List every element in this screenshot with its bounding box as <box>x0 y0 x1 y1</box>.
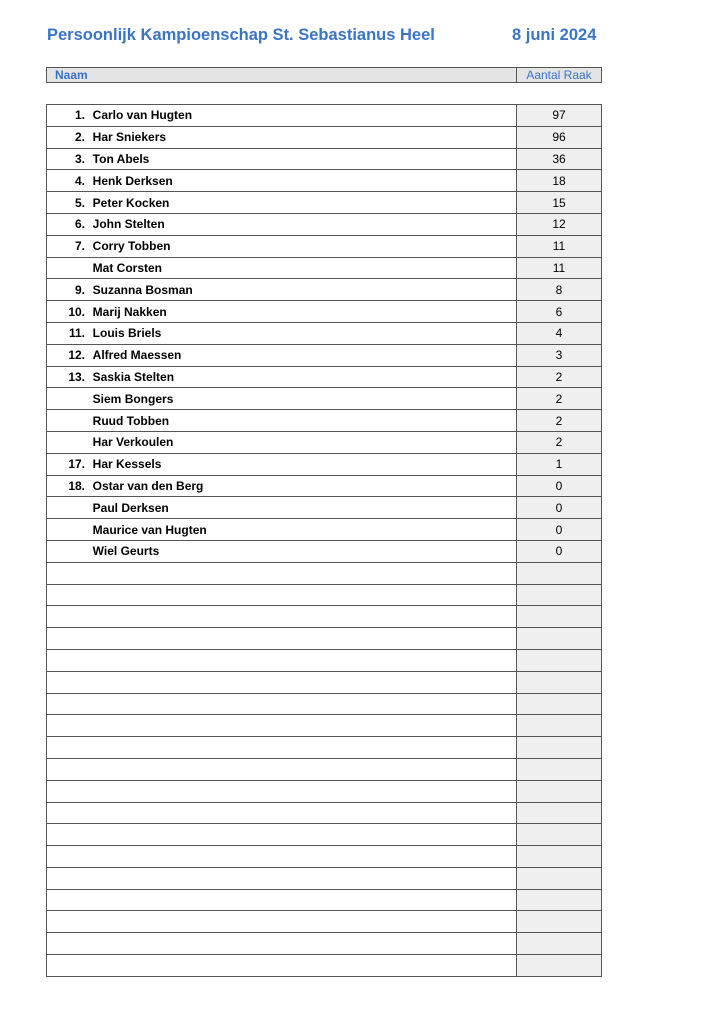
score-cell <box>516 454 601 475</box>
participant-name: Saskia Stelten <box>92 369 175 384</box>
name-cell <box>47 563 516 584</box>
participant-name: Ruud Tobben <box>92 413 170 428</box>
score-cell <box>516 214 601 235</box>
score-cell <box>516 585 601 606</box>
table-row <box>47 781 601 803</box>
table-row <box>47 650 601 672</box>
participant-name: Carlo van Hugten <box>92 108 193 123</box>
score-cell <box>516 236 601 257</box>
score-cell <box>516 170 601 191</box>
name-cell <box>47 279 516 300</box>
participant-name: Mat Corsten <box>92 260 163 275</box>
score-cell <box>516 367 601 388</box>
name-cell <box>47 585 516 606</box>
score-cell <box>516 345 601 366</box>
score-cell <box>516 759 601 780</box>
participant-name: Har Verkoulen <box>92 435 174 450</box>
name-cell <box>47 911 516 932</box>
name-cell <box>47 824 516 845</box>
name-cell <box>47 476 516 497</box>
name-cell <box>47 759 516 780</box>
name-cell <box>47 628 516 649</box>
score-value: 4 <box>555 326 563 341</box>
score-value: 2 <box>555 413 563 428</box>
table-row <box>47 519 601 541</box>
score-value: 2 <box>555 435 563 450</box>
score-cell <box>516 846 601 867</box>
name-cell <box>47 650 516 671</box>
participant-name: John Stelten <box>92 217 165 232</box>
score-value: 0 <box>555 544 563 559</box>
table-row <box>47 301 601 323</box>
score-value: 36 <box>552 151 566 166</box>
participant-name: Maurice van Hugten <box>92 522 207 537</box>
name-cell <box>47 868 516 889</box>
score-value: 12 <box>552 217 566 232</box>
score-cell <box>516 737 601 758</box>
score-cell <box>516 694 601 715</box>
score-cell <box>516 105 601 126</box>
score-cell <box>516 672 601 693</box>
table-row <box>47 563 601 585</box>
score-cell <box>516 824 601 845</box>
name-cell <box>47 890 516 911</box>
column-header <box>46 67 602 83</box>
score-cell <box>516 911 601 932</box>
table-row <box>47 955 601 976</box>
table-row <box>47 737 601 759</box>
score-cell <box>516 955 601 976</box>
rank-label: 9. <box>74 282 85 297</box>
name-cell <box>47 258 516 279</box>
name-cell <box>47 606 516 627</box>
score-cell <box>516 541 601 562</box>
table-row <box>47 911 601 933</box>
name-cell <box>47 846 516 867</box>
rank-label: 7. <box>74 239 85 254</box>
name-cell <box>47 737 516 758</box>
score-cell <box>516 715 601 736</box>
score-value: 6 <box>555 304 563 319</box>
table-row <box>47 432 601 454</box>
table-row <box>47 476 601 498</box>
name-cell <box>47 715 516 736</box>
table-row <box>47 715 601 737</box>
score-value: 2 <box>555 391 563 406</box>
score-cell <box>516 432 601 453</box>
table-row <box>47 846 601 868</box>
participant-name: Har Kessels <box>92 457 162 472</box>
participant-name: Henk Derksen <box>92 173 173 188</box>
score-cell <box>516 301 601 322</box>
name-cell <box>47 955 516 976</box>
participant-name: Wiel Geurts <box>92 544 160 559</box>
participant-name: Alfred Maessen <box>92 348 182 363</box>
table-row <box>47 868 601 890</box>
table-row <box>47 236 601 258</box>
results-table <box>46 104 602 977</box>
name-cell <box>47 367 516 388</box>
name-cell <box>47 214 516 235</box>
table-row <box>47 149 601 171</box>
score-value: 97 <box>552 108 566 123</box>
score-cell <box>516 650 601 671</box>
table-row <box>47 803 601 825</box>
score-value: 0 <box>555 478 563 493</box>
score-cell <box>516 127 601 148</box>
score-cell <box>516 497 601 518</box>
table-row <box>47 454 601 476</box>
column-header-score: Aantal Raak <box>516 68 601 82</box>
table-row <box>47 628 601 650</box>
table-row <box>47 759 601 781</box>
table-row <box>47 258 601 280</box>
name-cell <box>47 301 516 322</box>
name-cell <box>47 694 516 715</box>
participant-name: Har Sniekers <box>92 130 167 145</box>
score-value: 11 <box>552 260 566 275</box>
rank-label: 3. <box>74 151 85 166</box>
score-cell <box>516 258 601 279</box>
table-row <box>47 192 601 214</box>
table-row <box>47 279 601 301</box>
table-row <box>47 585 601 607</box>
name-cell <box>47 803 516 824</box>
name-cell <box>47 519 516 540</box>
participant-name: Marij Nakken <box>92 304 167 319</box>
score-cell <box>516 388 601 409</box>
rank-label: 18. <box>68 478 85 493</box>
name-cell <box>47 170 516 191</box>
table-row <box>47 410 601 432</box>
rank-label: 12. <box>68 348 85 363</box>
table-row <box>47 824 601 846</box>
score-cell <box>516 803 601 824</box>
score-cell <box>516 323 601 344</box>
participant-name: Paul Derksen <box>92 500 169 515</box>
score-cell <box>516 563 601 584</box>
name-cell <box>47 192 516 213</box>
rank-label: 2. <box>74 130 85 145</box>
score-value: 2 <box>555 369 563 384</box>
rank-label: 4. <box>74 173 85 188</box>
score-cell <box>516 476 601 497</box>
score-value: 11 <box>552 239 566 254</box>
table-row <box>47 345 601 367</box>
score-value: 96 <box>552 130 566 145</box>
name-cell <box>47 127 516 148</box>
name-cell <box>47 388 516 409</box>
score-value: 0 <box>555 500 563 515</box>
score-value: 8 <box>555 282 563 297</box>
participant-name: Ostar van den Berg <box>92 478 204 493</box>
score-cell <box>516 519 601 540</box>
name-cell <box>47 323 516 344</box>
score-cell <box>516 606 601 627</box>
score-value: 3 <box>555 348 563 363</box>
score-cell <box>516 410 601 431</box>
score-value: 0 <box>555 522 563 537</box>
name-cell <box>47 454 516 475</box>
name-cell <box>47 410 516 431</box>
table-row <box>47 367 601 389</box>
table-row <box>47 105 601 127</box>
name-cell <box>47 345 516 366</box>
page-title: Persoonlijk Kampioenschap St. Sebastianus Heel <box>47 26 435 44</box>
score-cell <box>516 868 601 889</box>
name-cell <box>47 497 516 518</box>
name-cell <box>47 541 516 562</box>
score-cell <box>516 279 601 300</box>
rank-label: 5. <box>74 195 85 210</box>
name-cell <box>47 236 516 257</box>
score-value: 15 <box>552 195 566 210</box>
participant-name: Ton Abels <box>92 151 150 166</box>
participant-name: Siem Bongers <box>92 391 174 406</box>
event-date: 8 juni 2024 <box>512 26 597 44</box>
participant-name: Corry Tobben <box>92 239 171 254</box>
score-cell <box>516 890 601 911</box>
score-value: 1 <box>555 457 563 472</box>
table-row <box>47 214 601 236</box>
name-cell <box>47 933 516 954</box>
rank-label: 10. <box>68 304 85 319</box>
score-cell <box>516 933 601 954</box>
table-row <box>47 890 601 912</box>
table-row <box>47 694 601 716</box>
table-row <box>47 388 601 410</box>
table-row <box>47 606 601 628</box>
name-cell <box>47 149 516 170</box>
table-row <box>47 541 601 563</box>
participant-name: Suzanna Bosman <box>92 282 193 297</box>
table-row <box>47 933 601 955</box>
score-cell <box>516 628 601 649</box>
score-value: 18 <box>552 173 566 188</box>
name-cell <box>47 105 516 126</box>
score-cell <box>516 781 601 802</box>
participant-name: Louis Briels <box>92 326 162 341</box>
participant-name: Peter Kocken <box>92 195 170 210</box>
rank-label: 1. <box>74 108 85 123</box>
table-row <box>47 127 601 149</box>
table-row <box>47 497 601 519</box>
table-row <box>47 323 601 345</box>
score-cell <box>516 149 601 170</box>
rank-label: 13. <box>68 369 85 384</box>
score-cell <box>516 192 601 213</box>
name-cell <box>47 781 516 802</box>
table-row <box>47 672 601 694</box>
rank-label: 17. <box>68 457 85 472</box>
name-cell <box>47 432 516 453</box>
name-cell <box>47 672 516 693</box>
rank-label: 6. <box>74 217 85 232</box>
column-header-name: Naam <box>55 68 88 82</box>
rank-label: 11. <box>68 326 85 341</box>
table-row <box>47 170 601 192</box>
